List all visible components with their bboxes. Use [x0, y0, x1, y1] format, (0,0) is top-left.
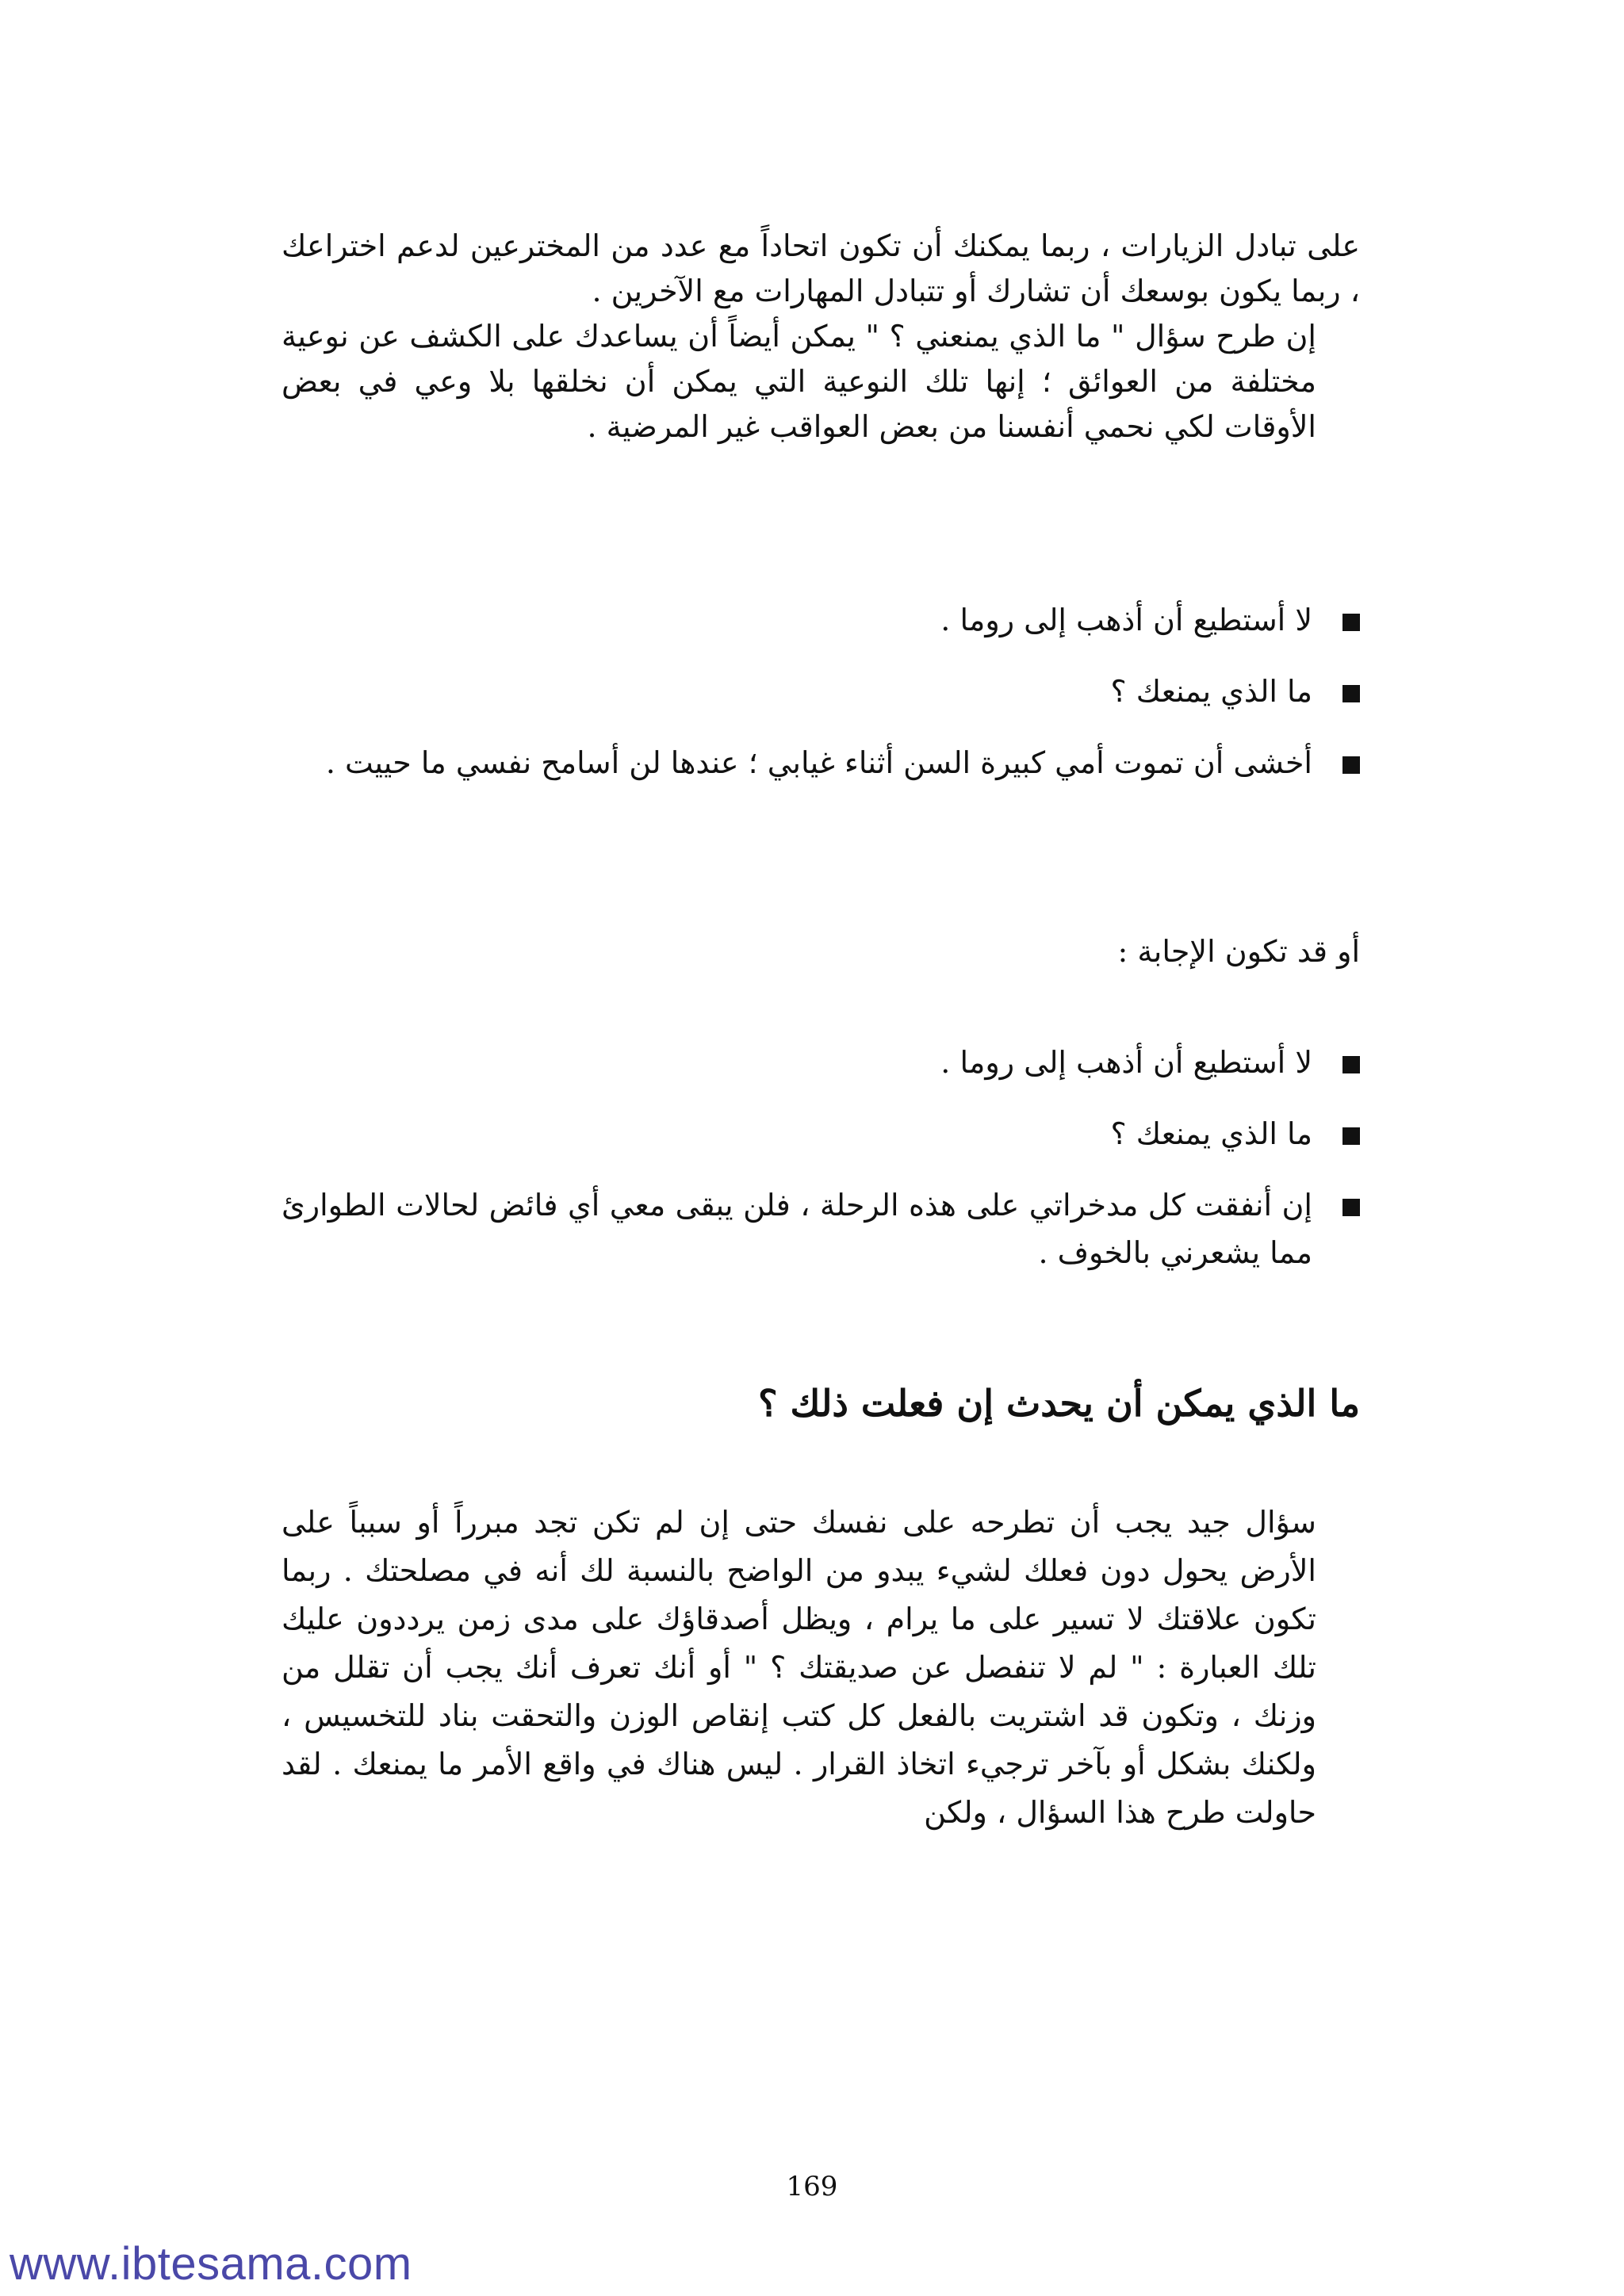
- paragraph: سؤال جيد يجب أن تطرحه على نفسك حتى إن لم تكن تجد مبرراً أو سبباً على الأرض يحول دون فعلك لشيء يبدو من الواضح بالنسبة لك أنه في مصلحتك . ربما تكون علاقتك لا تسير على ما يرام ، ويظل أصدقاؤك على مدى زمن يرددون عليك تلك العبارة : " لم لا تنفصل عن صديقتك ؟ " أو أنك تعرف أنك يجب أن تقلل من وزنك ، وتكون قد اشتريت بالفعل كل كتب إنقاص الوزن والتحقت بناد للتخسيس ، ولكنك بشكل أو بآخر ترجيء اتخاذ القرار . ليس هناك في واقع الأمر ما يمنعك . لقد حاولت طرح هذا السؤال ، ولكن: [282, 1505, 1316, 1830]
- bullet-list: [282, 1039, 1360, 1300]
- answer-intro: أو قد تكون الإجابة :: [1117, 934, 1360, 969]
- list-item: [282, 668, 1360, 715]
- square-bullet-icon: [1342, 756, 1360, 774]
- square-bullet-icon: [1342, 1127, 1360, 1145]
- square-bullet-icon: [1342, 1056, 1360, 1073]
- bullet-list: [282, 596, 1360, 810]
- list-item-text: لا أستطيع أن أذهب إلى روما .: [940, 603, 1312, 637]
- square-bullet-icon: [1342, 1199, 1360, 1216]
- square-bullet-icon: [1342, 685, 1360, 702]
- paragraph: إن طرح سؤال " ما الذي يمنعني ؟ " يمكن أيضاً أن يساعدك على الكشف عن نوعية مختلفة من العوائق ؛ إنها تلك النوعية التي يمكن أن نخلقها بلا وعي في بعض الأوقات لكي نحمي أنفسنا من بعض العواقب غير المرضية .: [282, 319, 1316, 444]
- list-item-text: أخشى أن تموت أمي كبيرة السن أثناء غيابي ؛ عندها لن أسامح نفسي ما حييت .: [325, 745, 1312, 780]
- page-number: 169: [786, 2171, 838, 2202]
- list-item: [282, 1110, 1360, 1158]
- list-item: [282, 739, 1360, 786]
- bottom-text-block: [282, 1498, 1360, 1837]
- list-item-text: لا أستطيع أن أذهب إلى روما .: [940, 1045, 1312, 1080]
- list-item: [282, 1181, 1360, 1276]
- list-item: [282, 596, 1360, 644]
- list-item: [282, 1039, 1360, 1086]
- section-heading: ما الذي يمكن أن يحدث إن فعلت ذلك ؟: [758, 1382, 1360, 1425]
- list-item-text: إن أنفقت كل مدخراتي على هذه الرحلة ، فلن يبقى معي أي فائض لحالات الطوارئ مما يشعرني بالخوف .: [282, 1188, 1312, 1270]
- watermark-link[interactable]: www.ibtesama.com: [10, 2238, 412, 2290]
- paragraph: على تبادل الزيارات ، ربما يمكنك أن تكون اتحاداً مع عدد من المخترعين لدعم اختراعك ، ربما يكون بوسعك أن تشارك أو تتبادل المهارات مع الآخرين .: [282, 228, 1360, 308]
- top-text-block: [282, 224, 1360, 450]
- square-bullet-icon: [1342, 614, 1360, 631]
- list-item-text: ما الذي يمنعك ؟: [1110, 674, 1312, 709]
- list-item-text: ما الذي يمنعك ؟: [1110, 1116, 1312, 1151]
